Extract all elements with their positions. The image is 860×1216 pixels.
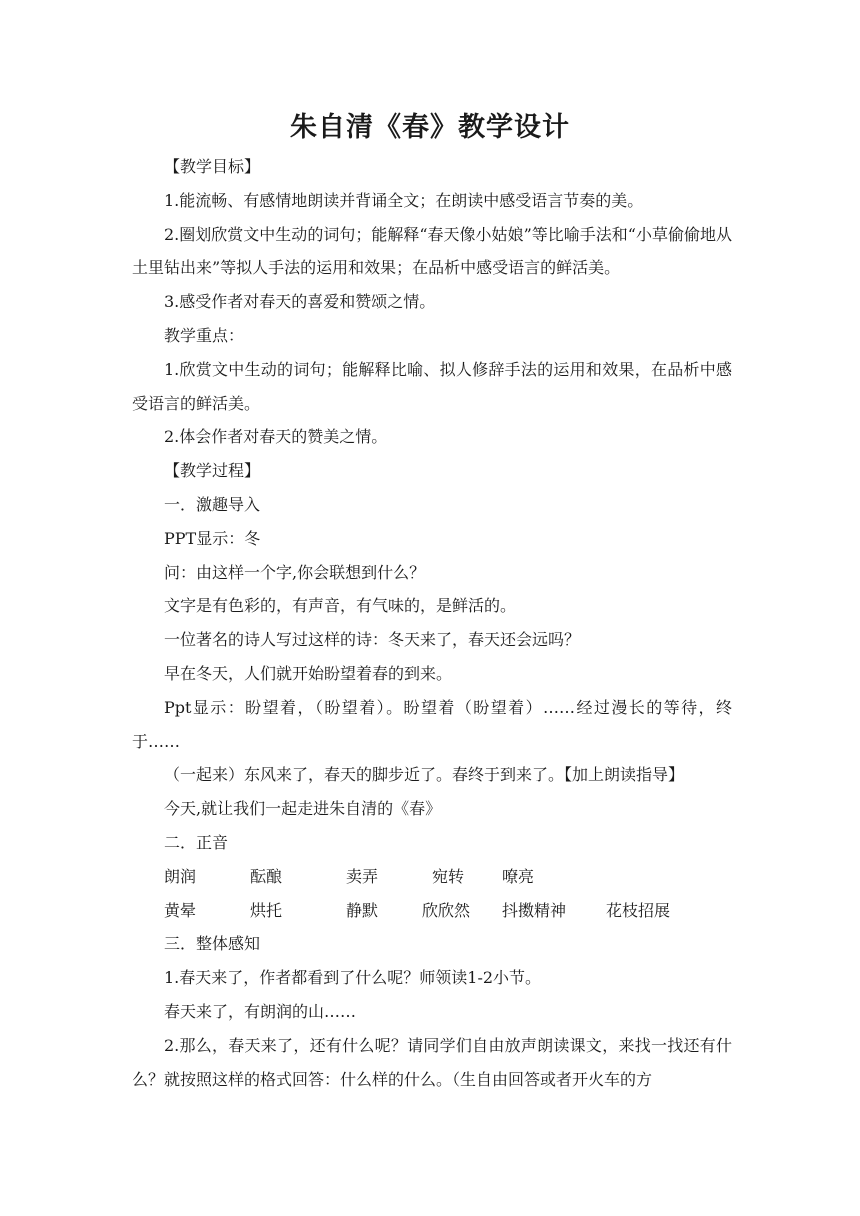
section-heading-goals: 【教学目标】 xyxy=(164,157,261,176)
paragraph: 教学重点： xyxy=(164,325,245,345)
vocab-word: 烘托 xyxy=(250,900,283,920)
vocab-word: 卖弄 xyxy=(346,866,379,886)
document-body xyxy=(132,150,732,1096)
paragraph: 春天来了，有朗润的山…… xyxy=(164,1001,357,1021)
paragraph: 一位著名的诗人写过这样的诗：冬天来了，春天还会远吗？ xyxy=(164,630,581,650)
paragraph: PPT显示：冬 xyxy=(164,528,261,548)
paragraph: 2.体会作者对春天的赞美之情。 xyxy=(164,427,388,447)
paragraph: 一．激趣导入 xyxy=(164,494,261,514)
word-row-2 xyxy=(132,894,732,928)
paragraph: 今天,就让我们一起走进朱自清的《春》 xyxy=(164,799,442,819)
vocab-word: 抖擞精神 xyxy=(502,900,567,920)
paragraph: 文字是有色彩的，有声音，有气味的，是鲜活的。 xyxy=(164,596,517,616)
paragraph: 早在冬天，人们就开始盼望着春的到来。 xyxy=(164,663,453,683)
paragraph: 1.春天来了，作者都看到了什么呢？师领读1-2小节。 xyxy=(164,968,542,988)
paragraph: 1.能流畅、有感情地朗读并背诵全文；在朗读中感受语言节奏的美。 xyxy=(164,190,644,210)
vocab-word: 黄晕 xyxy=(164,900,197,920)
section-heading-process: 【教学过程】 xyxy=(164,461,261,481)
paragraph: 二．正音 xyxy=(164,832,229,852)
document-title: 朱自清《春》教学设计 xyxy=(290,112,570,143)
paragraph: （一起来）东风来了，春天的脚步近了。春终于到来了。【加上朗读指导】 xyxy=(164,765,685,785)
vocab-word: 静默 xyxy=(346,900,379,920)
paragraph: 1.欣赏文中生动的词句；能解释比喻、拟人修辞手法的运用和效果，在品析中感受语言的鲜活美。 xyxy=(132,359,732,413)
vocab-word: 欣欣然 xyxy=(422,900,471,920)
vocab-word: 朗润 xyxy=(164,866,197,886)
paragraph: Ppt显示：盼望着，（盼望着）。盼望着（盼望着）……经过漫长的等待，终于…… xyxy=(132,697,732,751)
paragraph: 2.那么，春天来了，还有什么呢？请同学们自由放声朗读课文，来找一找还有什么？就按照这样的格式回答：什么样的什么。（生自由回答或者开火车的方 xyxy=(132,1035,732,1089)
paragraph: 2.圈划欣赏文中生动的词句；能解释“春天像小姑娘”等比喻手法和“小草偷偷地从土里钻出来”等拟人手法的运用和效果；在品析中感受语言的鲜活美。 xyxy=(132,224,732,278)
word-row-1 xyxy=(132,860,732,894)
vocab-word: 宛转 xyxy=(432,866,465,886)
vocab-word: 花枝招展 xyxy=(606,900,671,920)
paragraph: 问：由这样一个字,你会联想到什么？ xyxy=(164,562,426,582)
vocab-word: 嘹亮 xyxy=(502,866,535,886)
section-heading-overall: 三．整体感知 xyxy=(164,934,261,954)
paragraph: 3.感受作者对春天的喜爱和赞颂之情。 xyxy=(164,292,436,312)
vocab-word: 酝酿 xyxy=(250,866,283,886)
